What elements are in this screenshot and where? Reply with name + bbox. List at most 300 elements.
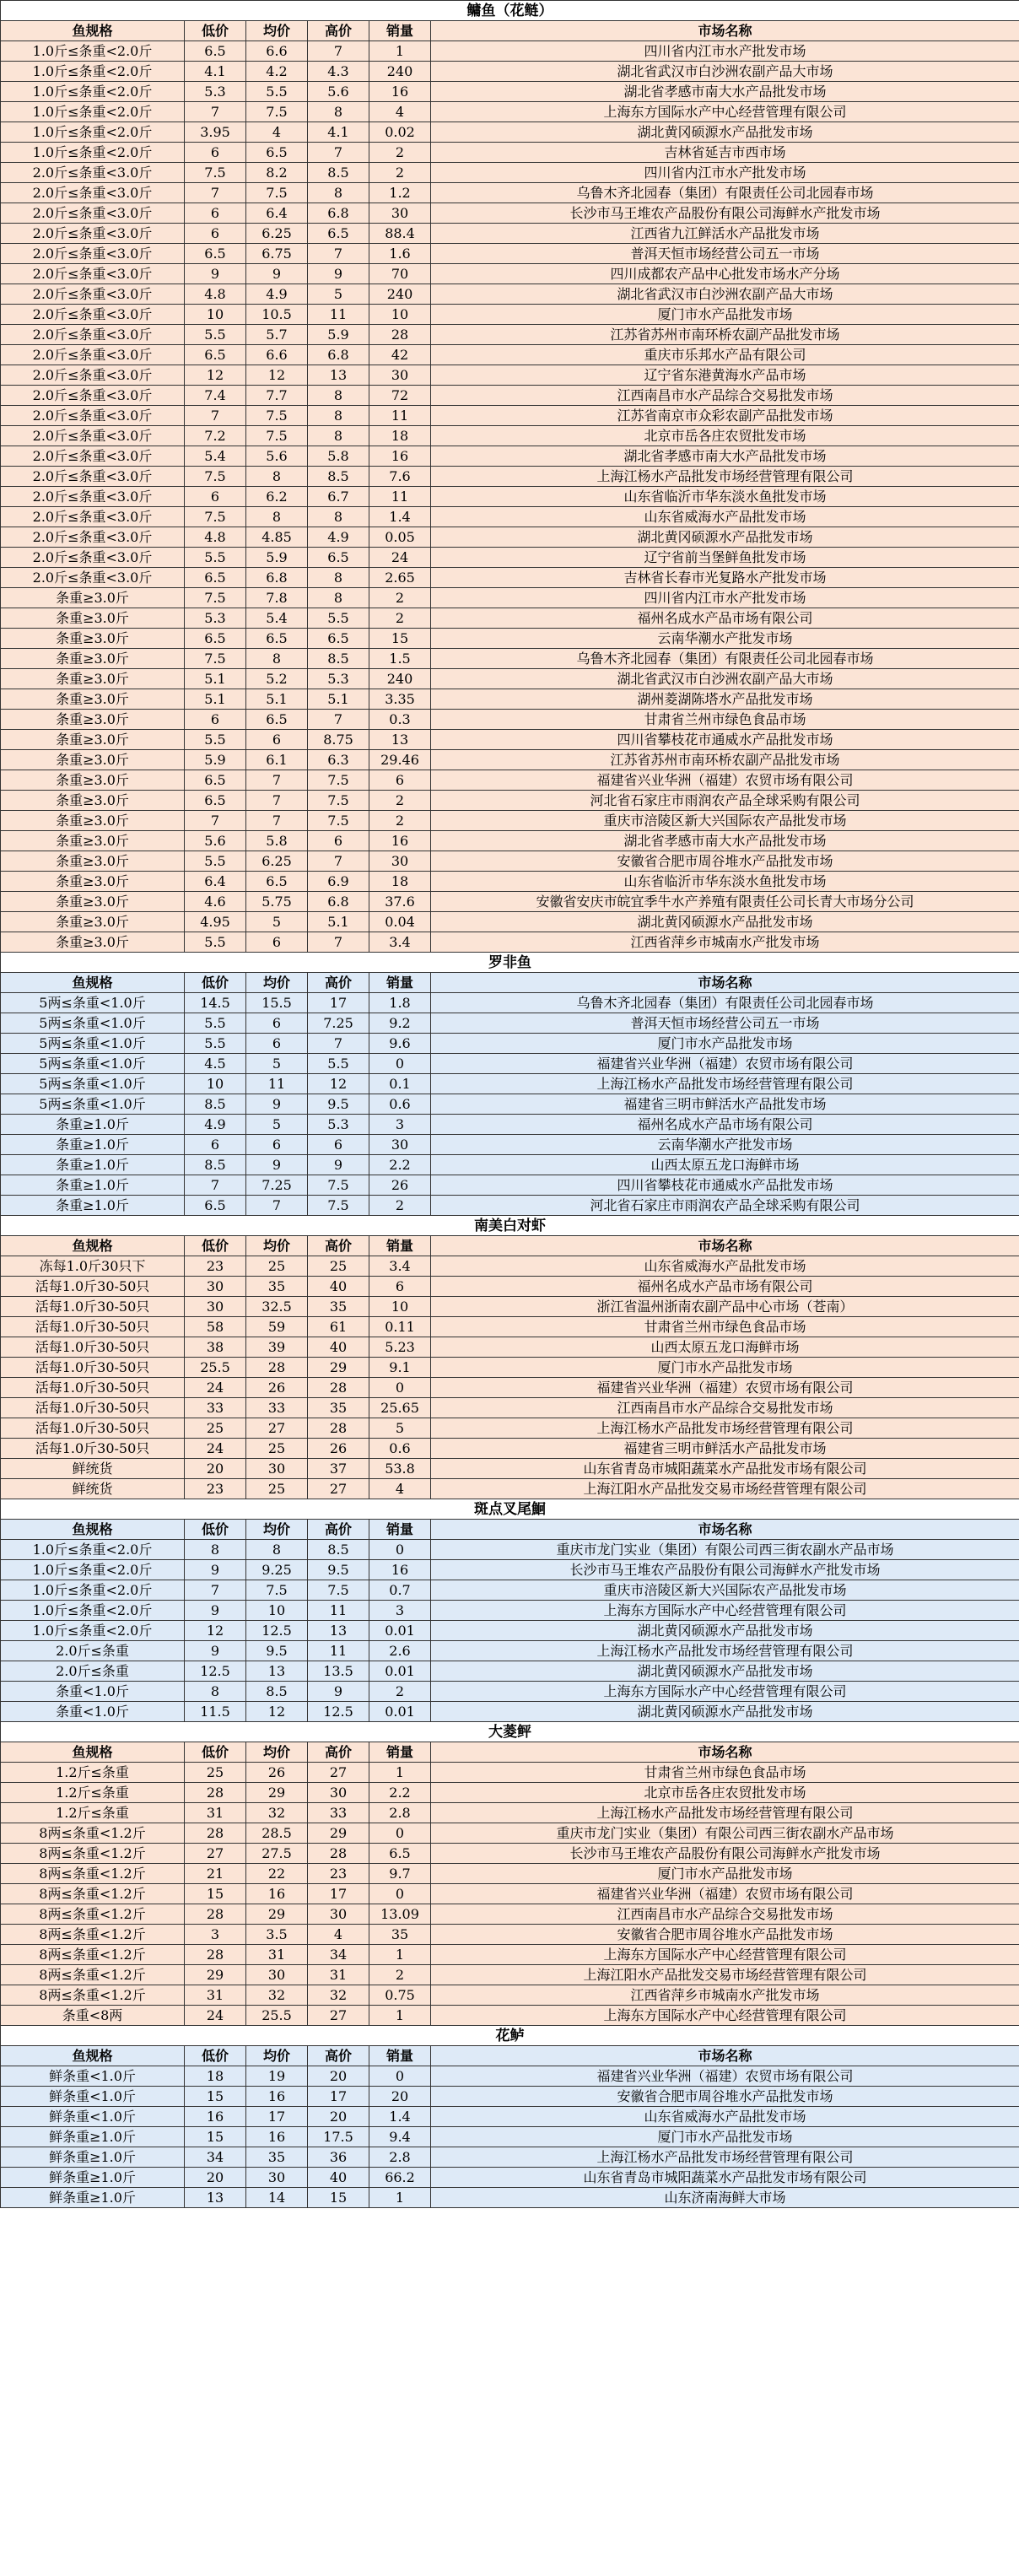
spec-cell: 8两≤条重<1.2斤 xyxy=(1,1823,185,1844)
avg-price-cell: 12 xyxy=(246,1702,308,1722)
header-row xyxy=(1,973,1019,993)
table-row xyxy=(1,467,1019,487)
low-price-cell: 7 xyxy=(185,102,246,122)
high-price-cell: 5.1 xyxy=(308,912,369,932)
volume-cell: 9.6 xyxy=(369,1034,431,1054)
volume-cell: 5.23 xyxy=(369,1337,431,1358)
table-row xyxy=(1,1034,1019,1054)
spec-cell: 8两≤条重<1.2斤 xyxy=(1,1925,185,1945)
market-name-cell: 山东省青岛市城阳蔬菜水产品批发市场有限公司 xyxy=(431,1459,1019,1479)
table-row xyxy=(1,1925,1019,1945)
high-price-cell: 36 xyxy=(308,2147,369,2168)
spec-cell: 1.2斤≤条重 xyxy=(1,1763,185,1783)
spec-cell: 条重<1.0斤 xyxy=(1,1682,185,1702)
high-price-cell: 17 xyxy=(308,993,369,1013)
high-price-cell: 7 xyxy=(308,851,369,872)
table-row xyxy=(1,730,1019,750)
market-name-cell: 湖北省武汉市白沙洲农副产品大市场 xyxy=(431,284,1019,305)
market-name-cell: 福建省兴业华洲（福建）农贸市场有限公司 xyxy=(431,2066,1019,2087)
volume-cell: 2 xyxy=(369,1965,431,1985)
spec-cell: 条重≥1.0斤 xyxy=(1,1155,185,1175)
column-header: 市场名称 xyxy=(431,1236,1019,1256)
market-name-cell: 重庆市乐邦水产品有限公司 xyxy=(431,345,1019,365)
market-name-cell: 湖北黄冈硕源水产品批发市场 xyxy=(431,1702,1019,1722)
avg-price-cell: 5 xyxy=(246,1115,308,1135)
spec-cell: 1.0斤≤条重<2.0斤 xyxy=(1,1560,185,1580)
table-row xyxy=(1,1054,1019,1074)
avg-price-cell: 6.4 xyxy=(246,203,308,224)
market-name-cell: 四川省内江市水产批发市场 xyxy=(431,163,1019,183)
table-row xyxy=(1,1297,1019,1317)
low-price-cell: 7.5 xyxy=(185,649,246,669)
high-price-cell: 9.5 xyxy=(308,1094,369,1115)
spec-cell: 2.0斤≤条重<3.0斤 xyxy=(1,527,185,548)
table-row xyxy=(1,1013,1019,1034)
spec-cell: 1.0斤≤条重<2.0斤 xyxy=(1,1540,185,1560)
avg-price-cell: 26 xyxy=(246,1378,308,1398)
market-name-cell: 上海东方国际水产中心经营管理有限公司 xyxy=(431,2006,1019,2026)
table-row xyxy=(1,649,1019,669)
market-name-cell: 长沙市马王堆农产品股份有限公司海鲜水产批发市场 xyxy=(431,1844,1019,1864)
volume-cell: 28 xyxy=(369,325,431,345)
section-title: 花鲈 xyxy=(1,2026,1019,2046)
table-row xyxy=(1,244,1019,264)
market-name-cell: 上海江杨水产品批发市场经营管理有限公司 xyxy=(431,1641,1019,1661)
high-price-cell: 4.3 xyxy=(308,62,369,82)
spec-cell: 2.0斤≤条重<3.0斤 xyxy=(1,264,185,284)
spec-cell: 活每1.0斤30-50只 xyxy=(1,1378,185,1398)
low-price-cell: 9 xyxy=(185,1560,246,1580)
spec-cell: 条重≥3.0斤 xyxy=(1,608,185,629)
table-row xyxy=(1,770,1019,791)
avg-price-cell: 6.1 xyxy=(246,750,308,770)
volume-cell: 2 xyxy=(369,608,431,629)
avg-price-cell: 16 xyxy=(246,1884,308,1904)
column-header: 高价 xyxy=(308,1236,369,1256)
high-price-cell: 7 xyxy=(308,143,369,163)
table-row xyxy=(1,143,1019,163)
market-name-cell: 重庆市涪陵区新大兴国际农产品批发市场 xyxy=(431,1580,1019,1601)
market-name-cell: 江西南昌市水产品综合交易批发市场 xyxy=(431,386,1019,406)
low-price-cell: 12 xyxy=(185,1621,246,1641)
spec-cell: 条重≥3.0斤 xyxy=(1,831,185,851)
spec-cell: 活每1.0斤30-50只 xyxy=(1,1398,185,1418)
market-name-cell: 河北省石家庄市雨润农产品全球采购有限公司 xyxy=(431,1196,1019,1216)
low-price-cell: 4.95 xyxy=(185,912,246,932)
high-price-cell: 6.8 xyxy=(308,345,369,365)
high-price-cell: 6 xyxy=(308,1135,369,1155)
market-name-cell: 山西太原五龙口海鲜市场 xyxy=(431,1337,1019,1358)
volume-cell: 1 xyxy=(369,2188,431,2208)
table-row xyxy=(1,41,1019,62)
column-header: 均价 xyxy=(246,1236,308,1256)
table-row xyxy=(1,872,1019,892)
low-price-cell: 6.5 xyxy=(185,791,246,811)
spec-cell: 条重≥3.0斤 xyxy=(1,791,185,811)
low-price-cell: 20 xyxy=(185,2168,246,2188)
table-row xyxy=(1,851,1019,872)
high-price-cell: 13 xyxy=(308,1621,369,1641)
low-price-cell: 24 xyxy=(185,1378,246,1398)
column-header: 市场名称 xyxy=(431,1520,1019,1540)
high-price-cell: 7.5 xyxy=(308,791,369,811)
table-row xyxy=(1,284,1019,305)
market-name-cell: 江西南昌市水产品综合交易批发市场 xyxy=(431,1398,1019,1418)
avg-price-cell: 9 xyxy=(246,1094,308,1115)
high-price-cell: 17 xyxy=(308,1884,369,1904)
market-name-cell: 福建省三明市鲜活水产品批发市场 xyxy=(431,1439,1019,1459)
high-price-cell: 12.5 xyxy=(308,1702,369,1722)
volume-cell: 2 xyxy=(369,1196,431,1216)
high-price-cell: 13 xyxy=(308,365,369,386)
spec-cell: 2.0斤≤条重<3.0斤 xyxy=(1,365,185,386)
low-price-cell: 38 xyxy=(185,1337,246,1358)
volume-cell: 53.8 xyxy=(369,1459,431,1479)
section-1 xyxy=(1,953,1019,1216)
avg-price-cell: 12.5 xyxy=(246,1621,308,1641)
spec-cell: 5两≤条重<1.0斤 xyxy=(1,993,185,1013)
spec-cell: 2.0斤≤条重<3.0斤 xyxy=(1,426,185,446)
spec-cell: 条重≥3.0斤 xyxy=(1,649,185,669)
avg-price-cell: 29 xyxy=(246,1904,308,1925)
volume-cell: 2 xyxy=(369,1682,431,1702)
spec-cell: 1.0斤≤条重<2.0斤 xyxy=(1,1580,185,1601)
low-price-cell: 6.5 xyxy=(185,1196,246,1216)
market-name-cell: 湖北黄冈硕源水产品批发市场 xyxy=(431,912,1019,932)
avg-price-cell: 17 xyxy=(246,2107,308,2127)
low-price-cell: 7.2 xyxy=(185,426,246,446)
market-name-cell: 四川省内江市水产批发市场 xyxy=(431,588,1019,608)
market-name-cell: 江苏省苏州市南环桥农副产品批发市场 xyxy=(431,325,1019,345)
spec-cell: 鲜条重≥1.0斤 xyxy=(1,2127,185,2147)
market-name-cell: 湖北省武汉市白沙洲农副产品大市场 xyxy=(431,62,1019,82)
volume-cell: 240 xyxy=(369,284,431,305)
high-price-cell: 5.3 xyxy=(308,669,369,689)
table-row xyxy=(1,993,1019,1013)
table-row xyxy=(1,2066,1019,2087)
market-name-cell: 吉林省长春市光复路水产批发市场 xyxy=(431,568,1019,588)
high-price-cell: 7.5 xyxy=(308,770,369,791)
high-price-cell: 33 xyxy=(308,1803,369,1823)
spec-cell: 活每1.0斤30-50只 xyxy=(1,1317,185,1337)
high-price-cell: 5 xyxy=(308,284,369,305)
high-price-cell: 6.7 xyxy=(308,487,369,507)
avg-price-cell: 27.5 xyxy=(246,1844,308,1864)
table-row xyxy=(1,1074,1019,1094)
low-price-cell: 4.5 xyxy=(185,1054,246,1074)
column-header: 鱼规格 xyxy=(1,973,185,993)
spec-cell: 8两≤条重<1.2斤 xyxy=(1,1844,185,1864)
volume-cell: 3.35 xyxy=(369,689,431,710)
avg-price-cell: 4.85 xyxy=(246,527,308,548)
volume-cell: 42 xyxy=(369,345,431,365)
avg-price-cell: 7.5 xyxy=(246,426,308,446)
market-name-cell: 湖北黄冈硕源水产品批发市场 xyxy=(431,527,1019,548)
high-price-cell: 28 xyxy=(308,1418,369,1439)
avg-price-cell: 7 xyxy=(246,791,308,811)
avg-price-cell: 5.7 xyxy=(246,325,308,345)
spec-cell: 1.0斤≤条重<2.0斤 xyxy=(1,41,185,62)
spec-cell: 条重≥1.0斤 xyxy=(1,1196,185,1216)
volume-cell: 1.4 xyxy=(369,2107,431,2127)
table-row xyxy=(1,1823,1019,1844)
high-price-cell: 28 xyxy=(308,1844,369,1864)
market-name-cell: 江西省九江鲜活水产品批发市场 xyxy=(431,224,1019,244)
column-header: 均价 xyxy=(246,1520,308,1540)
table-row xyxy=(1,1317,1019,1337)
low-price-cell: 11.5 xyxy=(185,1702,246,1722)
volume-cell: 10 xyxy=(369,1297,431,1317)
table-row xyxy=(1,1155,1019,1175)
volume-cell: 0.02 xyxy=(369,122,431,143)
column-header: 鱼规格 xyxy=(1,1742,185,1763)
avg-price-cell: 7.8 xyxy=(246,588,308,608)
table-row xyxy=(1,203,1019,224)
avg-price-cell: 5.9 xyxy=(246,548,308,568)
market-name-cell: 北京市岳各庄农贸批发市场 xyxy=(431,1783,1019,1803)
low-price-cell: 33 xyxy=(185,1398,246,1418)
volume-cell: 13 xyxy=(369,730,431,750)
spec-cell: 1.2斤≤条重 xyxy=(1,1783,185,1803)
spec-cell: 条重≥3.0斤 xyxy=(1,770,185,791)
column-header: 市场名称 xyxy=(431,2046,1019,2066)
avg-price-cell: 10.5 xyxy=(246,305,308,325)
volume-cell: 9.7 xyxy=(369,1864,431,1884)
volume-cell: 1 xyxy=(369,1763,431,1783)
low-price-cell: 14.5 xyxy=(185,993,246,1013)
high-price-cell: 23 xyxy=(308,1864,369,1884)
market-name-cell: 上海东方国际水产中心经营管理有限公司 xyxy=(431,1601,1019,1621)
table-row xyxy=(1,2127,1019,2147)
market-name-cell: 山西太原五龙口海鲜市场 xyxy=(431,1155,1019,1175)
column-header: 高价 xyxy=(308,2046,369,2066)
spec-cell: 5两≤条重<1.0斤 xyxy=(1,1013,185,1034)
spec-cell: 2.0斤≤条重 xyxy=(1,1661,185,1682)
spec-cell: 鲜条重<1.0斤 xyxy=(1,2066,185,2087)
low-price-cell: 12.5 xyxy=(185,1661,246,1682)
table-row xyxy=(1,1864,1019,1884)
volume-cell: 1.6 xyxy=(369,244,431,264)
table-row xyxy=(1,1459,1019,1479)
avg-price-cell: 32 xyxy=(246,1803,308,1823)
avg-price-cell: 8 xyxy=(246,1540,308,1560)
volume-cell: 2.65 xyxy=(369,568,431,588)
spec-cell: 2.0斤≤条重<3.0斤 xyxy=(1,487,185,507)
high-price-cell: 5.5 xyxy=(308,1054,369,1074)
avg-price-cell: 11 xyxy=(246,1074,308,1094)
market-name-cell: 湖北省孝感市南大水产品批发市场 xyxy=(431,831,1019,851)
avg-price-cell: 9 xyxy=(246,264,308,284)
table-row xyxy=(1,426,1019,446)
volume-cell: 26 xyxy=(369,1175,431,1196)
low-price-cell: 8.5 xyxy=(185,1155,246,1175)
avg-price-cell: 6.6 xyxy=(246,41,308,62)
avg-price-cell: 19 xyxy=(246,2066,308,2087)
high-price-cell: 5.9 xyxy=(308,325,369,345)
high-price-cell: 6.8 xyxy=(308,892,369,912)
market-name-cell: 湖北省孝感市南大水产品批发市场 xyxy=(431,82,1019,102)
volume-cell: 18 xyxy=(369,426,431,446)
volume-cell: 16 xyxy=(369,1560,431,1580)
high-price-cell: 5.5 xyxy=(308,608,369,629)
avg-price-cell: 39 xyxy=(246,1337,308,1358)
spec-cell: 活每1.0斤30-50只 xyxy=(1,1297,185,1317)
low-price-cell: 5.1 xyxy=(185,669,246,689)
volume-cell: 2.8 xyxy=(369,1803,431,1823)
volume-cell: 2 xyxy=(369,143,431,163)
low-price-cell: 6.5 xyxy=(185,41,246,62)
column-header: 销量 xyxy=(369,973,431,993)
avg-price-cell: 30 xyxy=(246,1459,308,1479)
section-4 xyxy=(1,1722,1019,2026)
avg-price-cell: 28 xyxy=(246,1358,308,1378)
table-row xyxy=(1,1115,1019,1135)
low-price-cell: 25 xyxy=(185,1763,246,1783)
market-name-cell: 上海江阳水产品批发交易市场经营管理有限公司 xyxy=(431,1479,1019,1499)
spec-cell: 鲜条重<1.0斤 xyxy=(1,2087,185,2107)
low-price-cell: 9 xyxy=(185,264,246,284)
avg-price-cell: 4.9 xyxy=(246,284,308,305)
avg-price-cell: 29 xyxy=(246,1783,308,1803)
volume-cell: 7.6 xyxy=(369,467,431,487)
avg-price-cell: 5.75 xyxy=(246,892,308,912)
spec-cell: 2.0斤≤条重<3.0斤 xyxy=(1,507,185,527)
spec-cell: 活每1.0斤30-50只 xyxy=(1,1439,185,1459)
high-price-cell: 20 xyxy=(308,2107,369,2127)
table-row xyxy=(1,224,1019,244)
volume-cell: 4 xyxy=(369,1479,431,1499)
high-price-cell: 4 xyxy=(308,1925,369,1945)
spec-cell: 8两≤条重<1.2斤 xyxy=(1,1965,185,1985)
column-header: 高价 xyxy=(308,1520,369,1540)
high-price-cell: 4.9 xyxy=(308,527,369,548)
section-title: 鳙鱼（花鲢） xyxy=(1,1,1019,21)
volume-cell: 11 xyxy=(369,487,431,507)
table-row xyxy=(1,183,1019,203)
table-row xyxy=(1,1135,1019,1155)
avg-price-cell: 6.75 xyxy=(246,244,308,264)
table-row xyxy=(1,2188,1019,2208)
avg-price-cell: 5 xyxy=(246,912,308,932)
high-price-cell: 8.75 xyxy=(308,730,369,750)
table-row xyxy=(1,1540,1019,1560)
low-price-cell: 34 xyxy=(185,2147,246,2168)
volume-cell: 37.6 xyxy=(369,892,431,912)
avg-price-cell: 5.5 xyxy=(246,82,308,102)
avg-price-cell: 32.5 xyxy=(246,1297,308,1317)
avg-price-cell: 8 xyxy=(246,507,308,527)
high-price-cell: 6.5 xyxy=(308,548,369,568)
low-price-cell: 6 xyxy=(185,224,246,244)
high-price-cell: 7.5 xyxy=(308,1580,369,1601)
high-price-cell: 8.5 xyxy=(308,649,369,669)
market-name-cell: 福州名成水产品市场有限公司 xyxy=(431,1277,1019,1297)
market-name-cell: 安徽省安庆市皖宜季牛水产养殖有限责任公司长青大市场分公司 xyxy=(431,892,1019,912)
avg-price-cell: 22 xyxy=(246,1864,308,1884)
table-row xyxy=(1,487,1019,507)
market-name-cell: 云南华潮水产批发市场 xyxy=(431,1135,1019,1155)
table-row xyxy=(1,325,1019,345)
spec-cell: 2.0斤≤条重<3.0斤 xyxy=(1,568,185,588)
volume-cell: 1 xyxy=(369,2006,431,2026)
low-price-cell: 8 xyxy=(185,1682,246,1702)
column-header: 销量 xyxy=(369,1520,431,1540)
low-price-cell: 30 xyxy=(185,1297,246,1317)
market-name-cell: 河北省石家庄市雨润农产品全球采购有限公司 xyxy=(431,791,1019,811)
column-header: 鱼规格 xyxy=(1,2046,185,2066)
high-price-cell: 11 xyxy=(308,1601,369,1621)
volume-cell: 0.04 xyxy=(369,912,431,932)
market-name-cell: 厦门市水产品批发市场 xyxy=(431,305,1019,325)
market-name-cell: 江西南昌市水产品综合交易批发市场 xyxy=(431,1904,1019,1925)
high-price-cell: 8.5 xyxy=(308,163,369,183)
market-name-cell: 四川省攀枝花市通威水产品批发市场 xyxy=(431,1175,1019,1196)
volume-cell: 0.1 xyxy=(369,1074,431,1094)
spec-cell: 2.0斤≤条重<3.0斤 xyxy=(1,325,185,345)
section-3 xyxy=(1,1499,1019,1722)
table-row xyxy=(1,365,1019,386)
spec-cell: 2.0斤≤条重<3.0斤 xyxy=(1,163,185,183)
high-price-cell: 20 xyxy=(308,2066,369,2087)
table-row xyxy=(1,1398,1019,1418)
table-row xyxy=(1,811,1019,831)
high-price-cell: 5.1 xyxy=(308,689,369,710)
market-name-cell: 甘肃省兰州市绿色食品市场 xyxy=(431,1763,1019,1783)
low-price-cell: 58 xyxy=(185,1317,246,1337)
market-name-cell: 湖北黄冈硕源水产品批发市场 xyxy=(431,122,1019,143)
table-row xyxy=(1,305,1019,325)
volume-cell: 0.6 xyxy=(369,1439,431,1459)
low-price-cell: 4.6 xyxy=(185,892,246,912)
market-name-cell: 湖北黄冈硕源水产品批发市场 xyxy=(431,1621,1019,1641)
spec-cell: 1.0斤≤条重<2.0斤 xyxy=(1,1601,185,1621)
low-price-cell: 15 xyxy=(185,2127,246,2147)
market-name-cell: 厦门市水产品批发市场 xyxy=(431,1358,1019,1378)
spec-cell: 8两≤条重<1.2斤 xyxy=(1,1884,185,1904)
table-row xyxy=(1,710,1019,730)
high-price-cell: 9.5 xyxy=(308,1560,369,1580)
spec-cell: 8两≤条重<1.2斤 xyxy=(1,1864,185,1884)
table-row xyxy=(1,548,1019,568)
volume-cell: 2 xyxy=(369,791,431,811)
market-name-cell: 山东省青岛市城阳蔬菜水产品批发市场有限公司 xyxy=(431,2168,1019,2188)
column-header: 市场名称 xyxy=(431,1742,1019,1763)
volume-cell: 88.4 xyxy=(369,224,431,244)
spec-cell: 条重≥3.0斤 xyxy=(1,629,185,649)
avg-price-cell: 59 xyxy=(246,1317,308,1337)
table-row xyxy=(1,1196,1019,1216)
avg-price-cell: 7.5 xyxy=(246,1580,308,1601)
high-price-cell: 9 xyxy=(308,264,369,284)
low-price-cell: 7.5 xyxy=(185,507,246,527)
market-name-cell: 上海江阳水产品批发交易市场经营管理有限公司 xyxy=(431,1965,1019,1985)
table-row xyxy=(1,689,1019,710)
low-price-cell: 24 xyxy=(185,2006,246,2026)
avg-price-cell: 30 xyxy=(246,2168,308,2188)
column-header: 低价 xyxy=(185,973,246,993)
low-price-cell: 5.1 xyxy=(185,689,246,710)
avg-price-cell: 28.5 xyxy=(246,1823,308,1844)
table-row xyxy=(1,1256,1019,1277)
table-row xyxy=(1,1783,1019,1803)
spec-cell: 活每1.0斤30-50只 xyxy=(1,1277,185,1297)
market-name-cell: 甘肃省兰州市绿色食品市场 xyxy=(431,1317,1019,1337)
low-price-cell: 16 xyxy=(185,2107,246,2127)
low-price-cell: 7 xyxy=(185,1580,246,1601)
avg-price-cell: 12 xyxy=(246,365,308,386)
volume-cell: 5 xyxy=(369,1418,431,1439)
table-row xyxy=(1,750,1019,770)
